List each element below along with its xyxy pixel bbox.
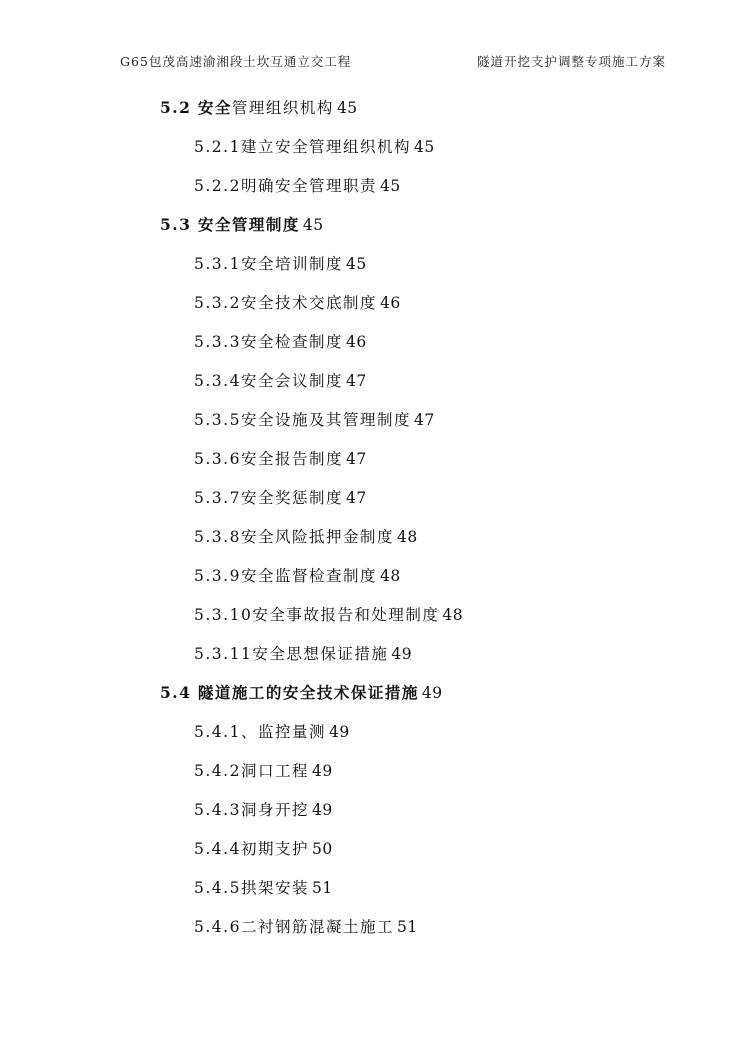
toc-entry-title: 初期支护: [240, 840, 309, 858]
toc-entry-title: 安全培训制度: [240, 255, 343, 273]
toc-entry-number: 5.2.1: [194, 138, 241, 156]
toc-entry-title: 安全技术交底制度: [240, 294, 377, 312]
toc-subsection-entry[interactable]: [194, 135, 435, 157]
toc-subsection-entry[interactable]: [194, 759, 333, 781]
toc-entry-number: 5.3.9: [194, 567, 241, 585]
toc-subsection-entry[interactable]: [194, 564, 401, 586]
toc-subsection-entry[interactable]: [194, 369, 367, 391]
toc-entry-page-number: 49: [391, 645, 413, 663]
toc-entry-title: 安全设施及其管理制度: [240, 411, 411, 429]
toc-entry-title: 安全事故报告和处理制度: [252, 606, 440, 624]
toc-subsection-entry[interactable]: [194, 720, 350, 742]
toc-entry-title: 拱架安装: [240, 879, 309, 897]
toc-entry-number: 5.4.5: [194, 879, 241, 897]
toc-subsection-entry[interactable]: [194, 915, 418, 937]
header-project-name: G65包茂高速渝湘段土坎互通立交工程: [120, 54, 352, 69]
toc-entry-page-number: 49: [311, 762, 333, 780]
toc-entry-page-number: 50: [311, 840, 333, 858]
toc-entry-page-number: 47: [345, 372, 367, 390]
toc-entry-title: 安全检查制度: [240, 333, 343, 351]
toc-entry-number: 5.4.3: [194, 801, 241, 819]
toc-entry-title: 安全监督检查制度: [240, 567, 377, 585]
toc-entry-number: 5.2.2: [194, 177, 241, 195]
toc-entry-page-number: 46: [379, 294, 401, 312]
toc-section-entry[interactable]: [160, 96, 358, 118]
toc-entry-title: 安全报告制度: [240, 450, 343, 468]
toc-entry-number: 5.3.4: [194, 372, 241, 390]
toc-entry-page-number: 49: [328, 723, 350, 741]
toc-subsection-entry[interactable]: [194, 798, 333, 820]
toc-entry-number: 5.4.2: [194, 762, 241, 780]
toc-entry-page-number: 51: [396, 918, 418, 936]
toc-entry-number: 5.4: [160, 683, 192, 702]
toc-entry-page-number: 49: [311, 801, 333, 819]
toc-entry-page-number: 49: [421, 684, 443, 702]
toc-entry-page-number: 48: [379, 567, 401, 585]
page-header: [120, 52, 666, 70]
toc-entry-page-number: 48: [396, 528, 418, 546]
toc-entry-title: 安全会议制度: [240, 372, 343, 390]
toc-entry-number: 5.3.7: [194, 489, 241, 507]
toc-entry-number: 5.3.11: [194, 645, 253, 663]
toc-entry-page-number: 45: [379, 177, 401, 195]
toc-entry-title: 安全思想保证措施: [252, 645, 389, 663]
toc-subsection-entry[interactable]: [194, 525, 418, 547]
toc-entry-title-bold: 隧道施工的安全技术保证措施: [197, 683, 419, 702]
toc-entry-number: 5.2: [160, 98, 192, 117]
toc-entry-title: 明确安全管理职责: [240, 177, 377, 195]
toc-entry-title: 安全奖惩制度: [240, 489, 343, 507]
toc-section-entry[interactable]: [160, 681, 443, 703]
toc-entry-title: 洞口工程: [240, 762, 309, 780]
toc-entry-title: 洞身开挖: [240, 801, 309, 819]
toc-entry-title: 建立安全管理组织机构: [240, 138, 411, 156]
toc-entry-page-number: 48: [442, 606, 464, 624]
toc-entry-page-number: 45: [302, 216, 324, 234]
toc-entry-title: 、监控量测: [240, 723, 326, 741]
toc-entry-number: 5.3.3: [194, 333, 241, 351]
toc-section-entry[interactable]: [160, 213, 324, 235]
toc-entry-number: 5.3.2: [194, 294, 241, 312]
toc-entry-number: 5.4.4: [194, 840, 241, 858]
toc-entry-title: 管理组织机构: [231, 99, 334, 117]
toc-subsection-entry[interactable]: [194, 876, 333, 898]
toc-entry-number: 5.3.10: [194, 606, 253, 624]
toc-entry-page-number: 45: [413, 138, 435, 156]
toc-subsection-entry[interactable]: [194, 642, 412, 664]
toc-entry-number: 5.4.1: [194, 723, 241, 741]
toc-subsection-entry[interactable]: [194, 486, 367, 508]
toc-entry-page-number: 45: [345, 255, 367, 273]
toc-subsection-entry[interactable]: [194, 174, 401, 196]
toc-subsection-entry[interactable]: [194, 330, 367, 352]
toc-entry-title-bold: 安全管理制度: [197, 215, 300, 234]
toc-subsection-entry[interactable]: [194, 837, 333, 859]
toc-entry-number: 5.3.1: [194, 255, 241, 273]
toc-subsection-entry[interactable]: [194, 603, 463, 625]
toc-entry-page-number: 47: [413, 411, 435, 429]
toc-entry-number: 5.4.6: [194, 918, 241, 936]
toc-subsection-entry[interactable]: [194, 291, 401, 313]
toc-entry-title-bold: 安全: [197, 98, 232, 117]
header-document-title: 隧道开挖支护调整专项施工方案: [476, 54, 666, 69]
toc-entry-number: 5.3.8: [194, 528, 241, 546]
toc-entry-page-number: 47: [345, 450, 367, 468]
toc-subsection-entry[interactable]: [194, 408, 435, 430]
toc-entry-page-number: 46: [345, 333, 367, 351]
toc-entry-number: 5.3: [160, 215, 192, 234]
toc-entry-page-number: 47: [345, 489, 367, 507]
toc-entry-page-number: 45: [336, 99, 358, 117]
toc-entry-title: 二衬钢筋混凝土施工: [240, 918, 394, 936]
toc-entry-title: 安全风险抵押金制度: [240, 528, 394, 546]
toc-subsection-entry[interactable]: [194, 252, 367, 274]
toc-subsection-entry[interactable]: [194, 447, 367, 469]
toc-entry-number: 5.3.5: [194, 411, 241, 429]
toc-entry-page-number: 51: [311, 879, 333, 897]
toc-entry-number: 5.3.6: [194, 450, 241, 468]
